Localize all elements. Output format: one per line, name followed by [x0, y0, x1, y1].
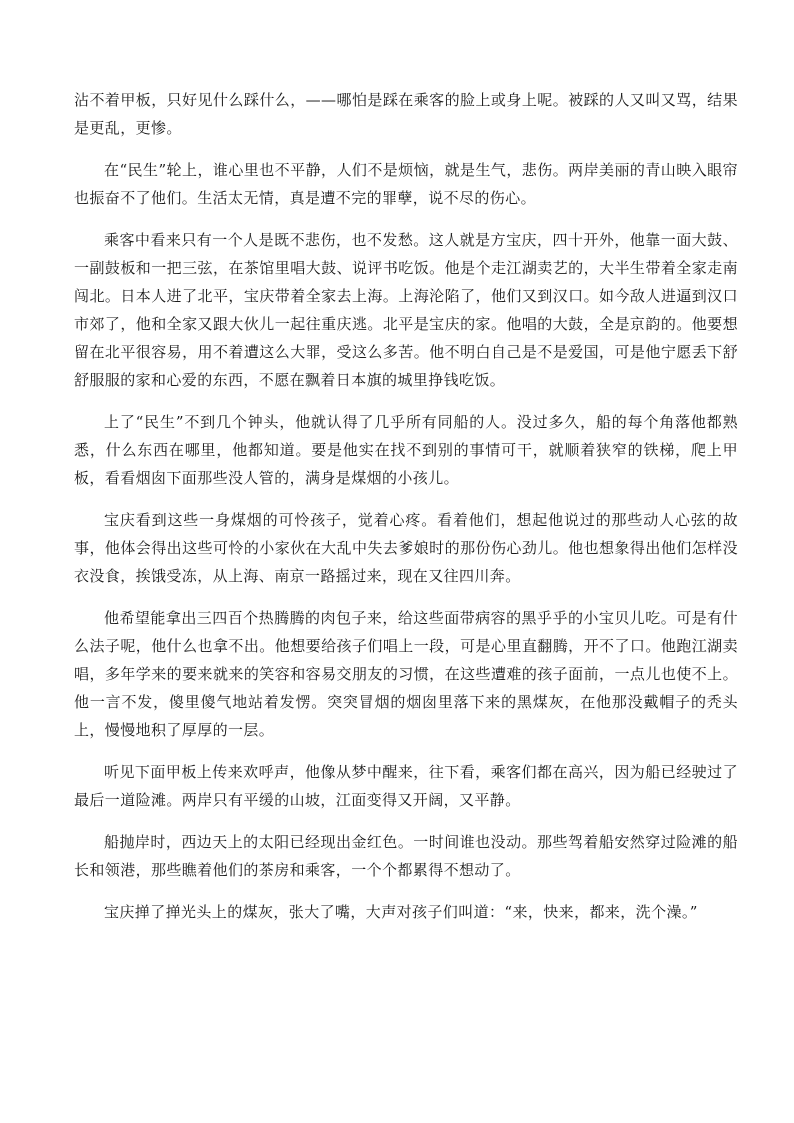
- paragraph-8: 船抛岸时，西边天上的太阳已经现出金红色。一时间谁也没动。那些驾着船安然穿过险滩的船长和领港，那些瞧着他们的茶房和乘客，一个个都累得不想动了。: [74, 833, 738, 879]
- paragraph-3: 乘客中看来只有一个人是既不悲伤，也不发愁。这人就是方宝庆，四十开外，他靠一面大鼓、一副鼓板和一把三弦，在茶馆里唱大鼓、说评书吃饭。他是个走江湖卖艺的，大半生带着全家走南闯北。日本人进了北平，宝庆带着全家去上海。上海沦陷了，他们又到汉口。如今敌人进逼到汉口市郊了，他和全家又跟大伙儿一起往重庆逃。北平是宝庆的家。他唱的大鼓，全是京韵的。他要想留在北平很容易，用不着遭这么大罪，受这么多苦。他不明白自己是不是爱国，可是他宁愿丢下舒舒服服的家和心爱的东西，不愿在飘着日本旗的城里挣钱吃饭。: [74, 231, 738, 389]
- paragraph-6: 他希望能拿出三四百个热腾腾的肉包子来，给这些面带病容的黑乎乎的小宝贝儿吃。可是有什么法子呢，他什么也拿不出。他想要给孩子们唱上一段，可是心里直翻腾，开不了口。他跑江湖卖唱，多年学来的要来就来的笑容和容易交朋友的习惯，在这些遭难的孩子面前，一点儿也使不上。他一言不发，傻里傻气地站着发愣。突突冒烟的烟囱里落下来的黑煤灰，在他那没戴帽子的秃头上，慢慢地积了厚厚的一层。: [74, 609, 738, 739]
- document-body: [74, 86, 738, 940]
- paragraph-4: 上了“民生”不到几个钟头，他就认得了几乎所有同船的人。没过多久，船的每个角落他都熟悉，什么东西在哪里，他都知道。要是他实在找不到别的事情可干，就顺着狭窄的铁梯，爬上甲板，看看烟囱下面那些没人管的，满身是煤烟的小孩儿。: [74, 413, 738, 487]
- paragraph-2: 在“民生”轮上，谁心里也不平静，人们不是烦恼，就是生气，悲伤。两岸美丽的青山映入眼帘也振奋不了他们。生活太无情，真是遭不完的罪孽，说不尽的伤心。: [74, 161, 738, 207]
- paragraph-1: 沾不着甲板，只好见什么踩什么，——哪怕是踩在乘客的脸上或身上呢。被踩的人又叫又骂，结果是更乱，更惨。: [74, 91, 738, 137]
- paragraph-9: 宝庆掸了掸光头上的煤灰，张大了嘴，大声对孩子们叫道：“来，快来，都来，洗个澡。”: [104, 903, 698, 921]
- paragraph-7: 听见下面甲板上传来欢呼声，他像从梦中醒来，往下看，乘客们都在高兴，因为船已经驶过了最后一道险滩。两岸只有平缓的山坡，江面变得又开阔，又平静。: [74, 763, 738, 809]
- paragraph-5: 宝庆看到这些一身煤烟的可怜孩子，觉着心疼。看着他们，想起他说过的那些动人心弦的故事，他体会得出这些可怜的小家伙在大乱中失去爹娘时的那份伤心劲儿。他也想象得出他们怎样没衣没食，挨饿受冻，从上海、南京一路摇过来，现在又往四川奔。: [74, 511, 738, 585]
